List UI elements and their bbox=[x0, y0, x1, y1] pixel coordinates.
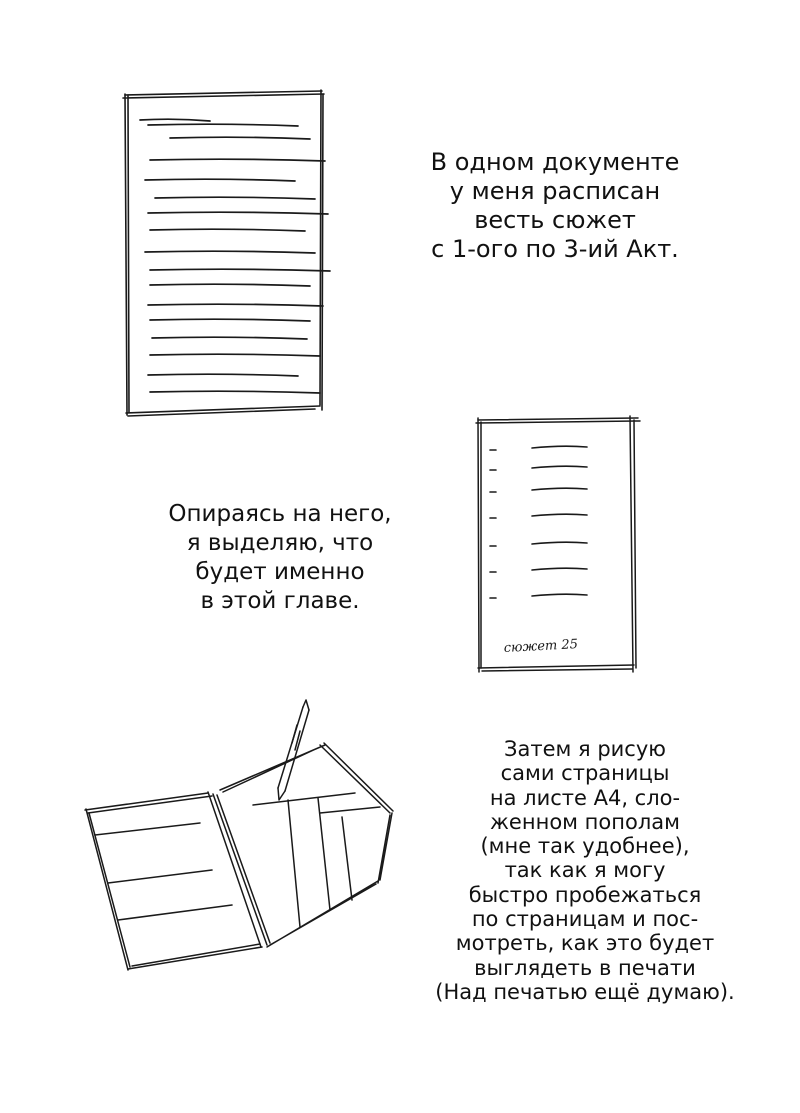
scribble-line bbox=[145, 179, 295, 181]
caption-chapter-selection: Опираясь на него, я выделяю, что будет именно в этой главе. bbox=[168, 501, 392, 614]
scribble-line bbox=[170, 137, 310, 139]
scribble-line bbox=[148, 374, 298, 376]
scribble-line bbox=[150, 391, 320, 393]
scribble-line bbox=[148, 304, 323, 306]
outline-line bbox=[532, 446, 587, 448]
outline-line bbox=[532, 594, 587, 596]
caption-a4-pages: Затем я рисую сами страницы на листе А4, сло- женном пополам (мне так удобнее), так как я могу быстро пробежаться по страницам и пос- мотреть, как это будет выглядеть в печати (Над печатью ещё думаю). bbox=[435, 737, 735, 1004]
scribble-line bbox=[150, 354, 320, 356]
folded-a4-sketch bbox=[80, 695, 410, 985]
scribble-line bbox=[145, 251, 315, 253]
caption-plot-document: В одном документе у меня расписан весть сюжет с 1-ого по 3-ий Акт. bbox=[430, 148, 680, 263]
scribble-line bbox=[140, 119, 210, 121]
outline-line bbox=[532, 542, 587, 544]
scribble-line bbox=[150, 229, 305, 231]
outline-line bbox=[532, 466, 587, 468]
chapter-note: сюжет 25 bbox=[503, 637, 579, 656]
scribble-line bbox=[148, 124, 298, 126]
outline-line bbox=[532, 568, 587, 570]
outline-line bbox=[532, 488, 587, 490]
scribble-line bbox=[155, 197, 315, 199]
scribble-line bbox=[150, 284, 310, 286]
plot-document-sketch bbox=[110, 80, 340, 425]
scribble-line bbox=[150, 319, 310, 321]
scribble-line bbox=[150, 159, 325, 161]
scribble-line bbox=[150, 269, 330, 271]
chapter-outline-sketch bbox=[470, 410, 650, 680]
outline-line bbox=[532, 514, 587, 516]
scribble-line bbox=[152, 337, 307, 339]
scribble-line bbox=[148, 212, 328, 214]
